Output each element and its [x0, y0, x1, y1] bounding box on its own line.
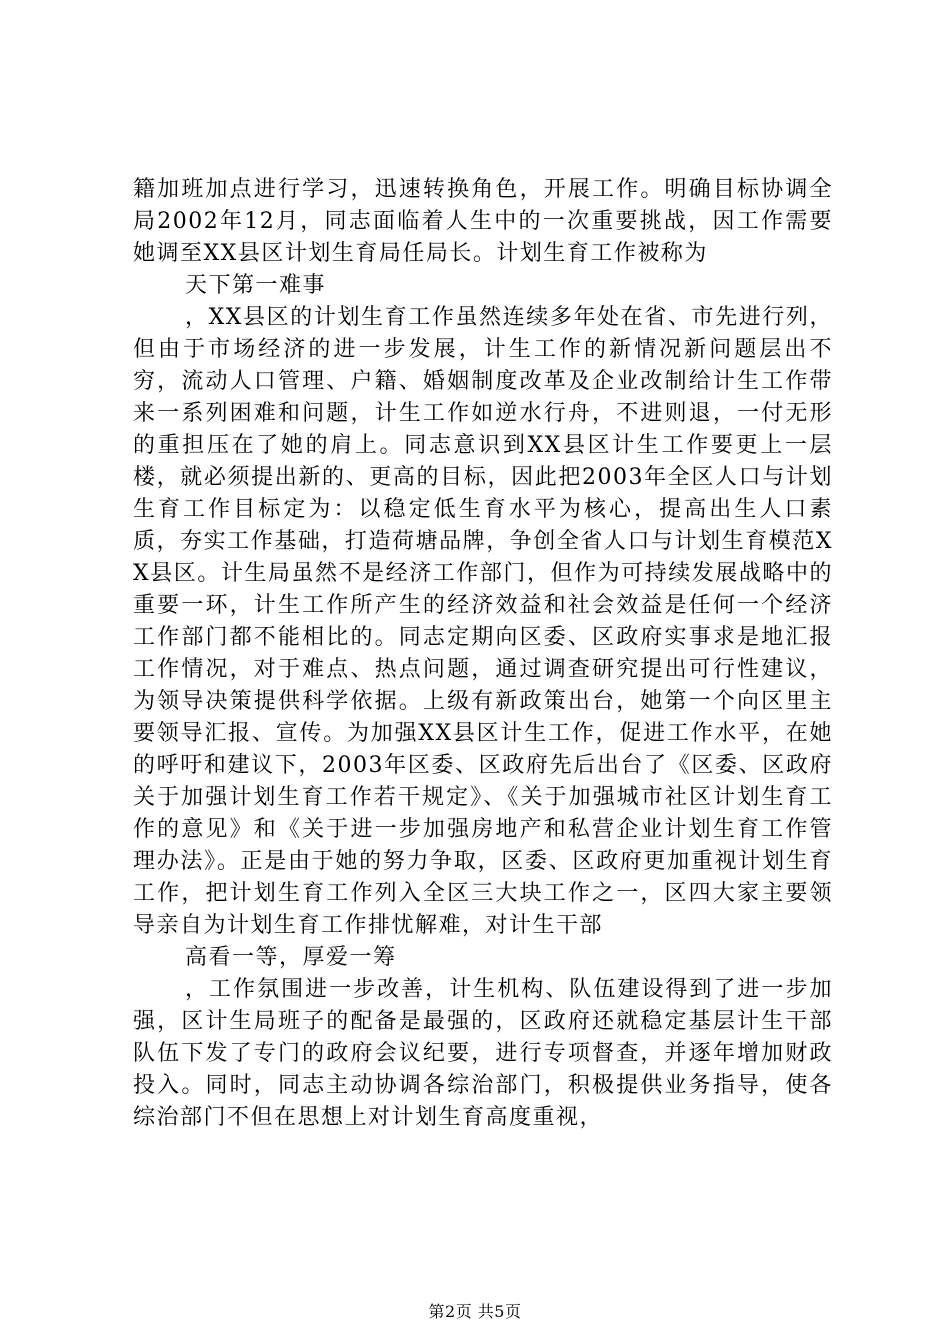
document-body [133, 174, 833, 1134]
paragraph-3: ，XX县区的计划生育工作虽然连续多年处在省、市先进行列，但由于市场经济的进一步发展，计生工作的新情况新问题层出不穷，流动人口管理、户籍、婚姻制度改革及企业改制给计生工作带来一系列困难和问题，计生工作如逆水行舟，不进则退，一付无形的重担压在了她的肩上。同志意识到XX县区计生工作要更上一层楼，就必须提出新的、更高的目标，因此把2003年全区人口与计划生育工作目标定为：以稳定低生育水平为核心，提高出生人口素质，夯实工作基础，打造荷塘品牌，争创全省人口与计划生育模范XX县区。计生局虽然不是经济工作部门，但作为可持续发展战略中的重要一环，计生工作所产生的经济效益和社会效益是任何一个经济工作部门都不能相比的。同志定期向区委、区政府实事求是地汇报工作情况，对于难点、热点问题，通过调查研究提出可行性建议，为领导决策提供科学依据。上级有新政策出台，她第一个向区里主要领导汇报、宣传。为加强XX县区计生工作，促进工作水平，在她的呼吁和建议下，2003年区委、区政府先后出台了《区委、区政府关于加强计划生育工作若干规定》、《关于加强城市社区计划生育工作的意见》和《关于进一步加强房地产和私营企业计划生育工作管理办法》。正是由于她的努力争取，区委、区政府更加重视计划生育工作，把计划生育工作列入全区三大块工作之一，区四大家主要领导亲自为计划生育工作排忧解难，对计生干部 [133, 305, 833, 938]
page-number-footer: 第2页 共5页 [428, 1302, 522, 1321]
paragraph-4-heading: 高看一等，厚爱一筹 [185, 945, 397, 970]
paragraph-2-heading: 天下第一难事 [185, 273, 327, 298]
paragraph-5: ，工作氛围进一步改善，计生机构、队伍建设得到了进一步加强，区计生局班子的配备是最强的，区政府还就稳定基层计生干部队伍下发了专门的政府会议纪要，进行专项督查，并逐年增加财政投入。同时，同志主动协调各综治部门，积极提供业务指导，使各综治部门不但在思想上对计划生育高度重视， [133, 977, 833, 1130]
paragraph-1: 籍加班加点进行学习，迅速转换角色，开展工作。明确目标协调全局2002年12月，同志面临着人生中的一次重要挑战，因工作需要她调至XX县区计划生育局任局长。计划生育工作被称为 [133, 177, 833, 266]
